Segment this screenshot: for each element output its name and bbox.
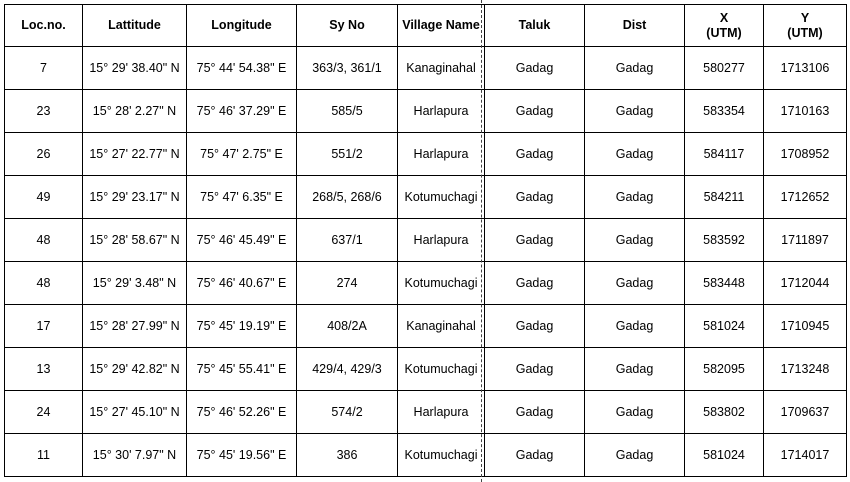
cell-x-utm[interactable]: 580277 [685,47,764,90]
page-break-line [481,0,482,482]
cell-loc-no[interactable]: 48 [5,262,83,305]
cell-x-utm[interactable]: 583354 [685,90,764,133]
cell-taluk[interactable]: Gadag [485,434,585,477]
cell-dist[interactable]: Gadag [585,348,685,391]
cell-longitude[interactable]: 75° 46' 40.67" E [187,262,297,305]
cell-latitude[interactable]: 15° 30' 7.97" N [83,434,187,477]
cell-sy-no[interactable]: 551/2 [297,133,398,176]
cell-sy-no[interactable]: 574/2 [297,391,398,434]
cell-sy-no[interactable]: 408/2A [297,305,398,348]
header-row [5,5,847,47]
table-row [5,434,847,477]
cell-sy-no[interactable]: 386 [297,434,398,477]
cell-dist[interactable]: Gadag [585,262,685,305]
location-table [4,4,847,477]
table-row [5,176,847,219]
cell-loc-no[interactable]: 23 [5,90,83,133]
cell-latitude[interactable]: 15° 28' 27.99" N [83,305,187,348]
cell-village-name[interactable]: Kotumuchagi [398,262,485,305]
cell-loc-no[interactable]: 24 [5,391,83,434]
cell-loc-no[interactable]: 26 [5,133,83,176]
cell-dist[interactable]: Gadag [585,47,685,90]
cell-latitude[interactable]: 15° 29' 38.40" N [83,47,187,90]
header-y-utm[interactable] [764,5,847,47]
cell-y-utm[interactable]: 1711897 [764,219,847,262]
header-loc-no[interactable]: Loc.no. [5,5,83,47]
cell-loc-no[interactable]: 7 [5,47,83,90]
table-row [5,305,847,348]
table-row [5,219,847,262]
cell-taluk[interactable]: Gadag [485,305,585,348]
cell-latitude[interactable]: 15° 29' 3.48" N [83,262,187,305]
cell-village-name[interactable]: Harlapura [398,90,485,133]
cell-y-utm[interactable]: 1712044 [764,262,847,305]
cell-dist[interactable]: Gadag [585,219,685,262]
cell-loc-no[interactable]: 48 [5,219,83,262]
cell-y-utm[interactable]: 1712652 [764,176,847,219]
cell-longitude[interactable]: 75° 45' 19.56" E [187,434,297,477]
cell-loc-no[interactable]: 11 [5,434,83,477]
table-row [5,133,847,176]
header-taluk[interactable]: Taluk [485,5,585,47]
cell-dist[interactable]: Gadag [585,133,685,176]
cell-latitude[interactable]: 15° 29' 23.17" N [83,176,187,219]
table-row [5,262,847,305]
cell-latitude[interactable]: 15° 28' 58.67" N [83,219,187,262]
cell-x-utm[interactable]: 584211 [685,176,764,219]
header-longitude[interactable]: Longitude [187,5,297,47]
cell-taluk[interactable]: Gadag [485,133,585,176]
header-y-label: Y [800,10,810,25]
header-sy-no[interactable]: Sy No [297,5,398,47]
table-row [5,348,847,391]
cell-sy-no[interactable]: 637/1 [297,219,398,262]
header-dist[interactable]: Dist [585,5,685,47]
cell-dist[interactable]: Gadag [585,305,685,348]
cell-village-name[interactable]: Kanaginahal [398,47,485,90]
cell-longitude[interactable]: 75° 44' 54.38" E [187,47,297,90]
cell-dist[interactable]: Gadag [585,434,685,477]
cell-y-utm[interactable]: 1713106 [764,47,847,90]
cell-x-utm[interactable]: 584117 [685,133,764,176]
cell-latitude[interactable]: 15° 27' 45.10" N [83,391,187,434]
header-latitude[interactable]: Lattitude [83,5,187,47]
cell-latitude[interactable]: 15° 27' 22.77" N [83,133,187,176]
cell-longitude[interactable]: 75° 46' 45.49" E [187,219,297,262]
cell-loc-no[interactable]: 49 [5,176,83,219]
cell-y-utm[interactable]: 1714017 [764,434,847,477]
cell-x-utm[interactable]: 582095 [685,348,764,391]
cell-sy-no[interactable]: 274 [297,262,398,305]
cell-village-name[interactable]: Harlapura [398,133,485,176]
cell-sy-no[interactable]: 268/5, 268/6 [297,176,398,219]
cell-village-name[interactable]: Kanaginahal [398,305,485,348]
cell-x-utm[interactable]: 581024 [685,305,764,348]
cell-y-utm[interactable]: 1713248 [764,348,847,391]
header-x-label: X [719,10,729,25]
cell-village-name[interactable]: Harlapura [398,391,485,434]
cell-taluk[interactable]: Gadag [485,219,585,262]
header-village-name[interactable]: Village Name [398,5,485,47]
cell-longitude[interactable]: 75° 46' 52.26" E [187,391,297,434]
table-row [5,391,847,434]
cell-taluk[interactable]: Gadag [485,262,585,305]
cell-dist[interactable]: Gadag [585,90,685,133]
cell-latitude[interactable]: 15° 29' 42.82" N [83,348,187,391]
cell-sy-no[interactable]: 429/4, 429/3 [297,348,398,391]
cell-village-name[interactable]: Harlapura [398,219,485,262]
cell-loc-no[interactable]: 13 [5,348,83,391]
table-row [5,47,847,90]
cell-x-utm[interactable]: 583802 [685,391,764,434]
cell-y-utm[interactable]: 1709637 [764,391,847,434]
cell-x-utm[interactable]: 583592 [685,219,764,262]
table-body [5,47,847,477]
cell-longitude[interactable]: 75° 47' 6.35" E [187,176,297,219]
cell-dist[interactable]: Gadag [585,391,685,434]
cell-longitude[interactable]: 75° 47' 2.75" E [187,133,297,176]
cell-taluk[interactable]: Gadag [485,348,585,391]
cell-latitude[interactable]: 15° 28' 2.27" N [83,90,187,133]
cell-taluk[interactable]: Gadag [485,391,585,434]
cell-village-name[interactable]: Kotumuchagi [398,434,485,477]
cell-x-utm[interactable]: 583448 [685,262,764,305]
cell-village-name[interactable]: Kotumuchagi [398,348,485,391]
cell-village-name[interactable]: Kotumuchagi [398,176,485,219]
table-row [5,90,847,133]
header-x-unit: (UTM) [706,25,742,40]
header-y-unit: (UTM) [787,25,823,40]
cell-taluk[interactable]: Gadag [485,47,585,90]
header-x-utm[interactable] [685,5,764,47]
cell-sy-no[interactable]: 363/3, 361/1 [297,47,398,90]
cell-y-utm[interactable]: 1710163 [764,90,847,133]
cell-taluk[interactable]: Gadag [485,176,585,219]
cell-taluk[interactable]: Gadag [485,90,585,133]
cell-sy-no[interactable]: 585/5 [297,90,398,133]
cell-dist[interactable]: Gadag [585,176,685,219]
cell-x-utm[interactable]: 581024 [685,434,764,477]
cell-y-utm[interactable]: 1708952 [764,133,847,176]
cell-longitude[interactable]: 75° 46' 37.29" E [187,90,297,133]
cell-longitude[interactable]: 75° 45' 55.41" E [187,348,297,391]
cell-y-utm[interactable]: 1710945 [764,305,847,348]
cell-loc-no[interactable]: 17 [5,305,83,348]
cell-longitude[interactable]: 75° 45' 19.19" E [187,305,297,348]
